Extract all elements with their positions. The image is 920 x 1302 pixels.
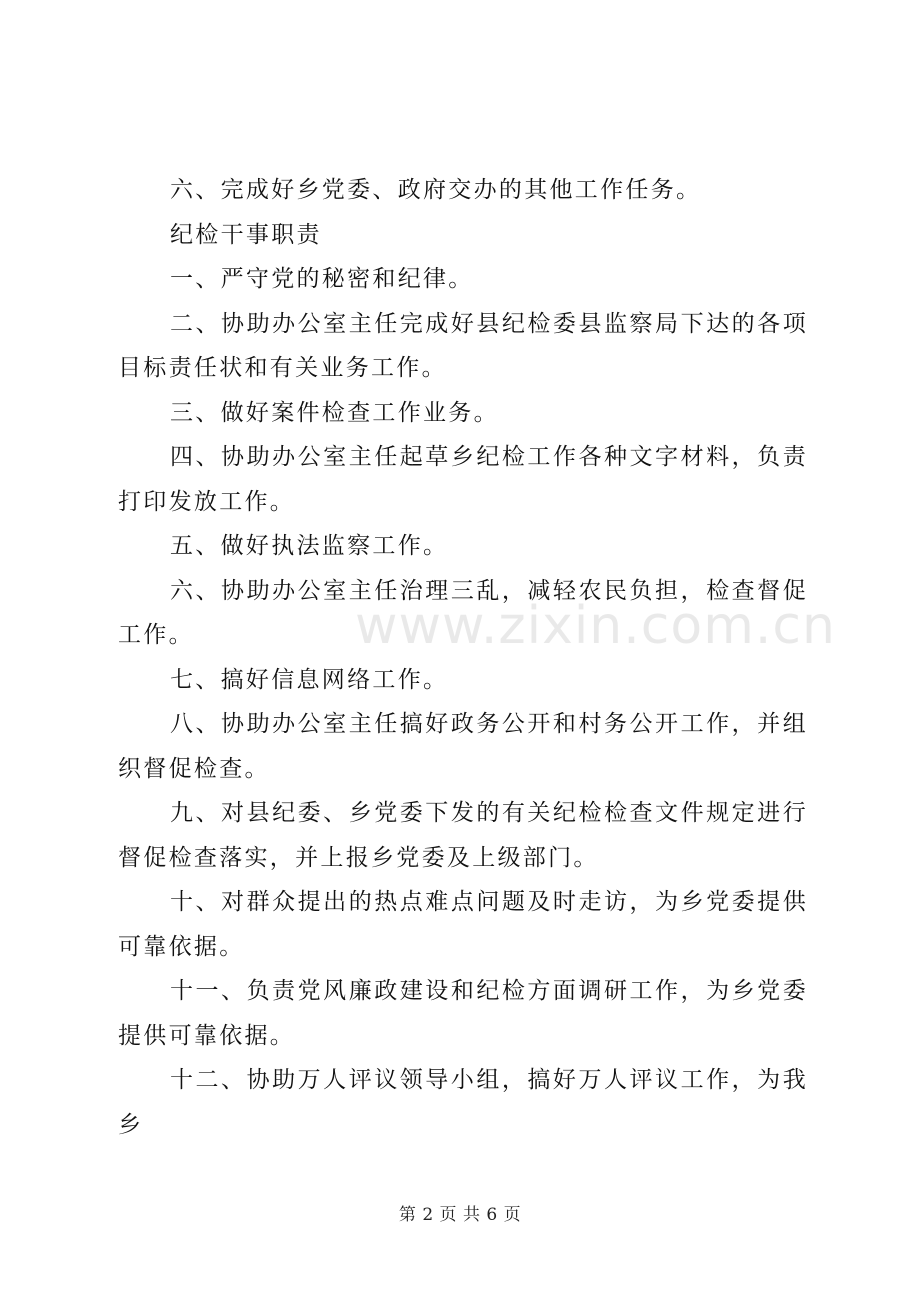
paragraph: 四、协助办公室主任起草乡纪检工作各种文字材料，负责打印发放工作。 [118,444,808,515]
section-heading: 纪检干事职责 [170,221,322,248]
paragraph: 十、对群众提出的热点难点问题及时走访，为乡党委提供可靠依据。 [118,889,808,960]
page-number-footer: 第 2 页 共 6 页 [398,1205,522,1225]
paragraph: 七、搞好信息网络工作。 [170,666,449,693]
watermark: www.zixin.com.cn [355,596,836,656]
paragraph: 一、严守党的秘密和纪律。 [170,266,474,292]
paragraph: 三、做好案件检查工作业务。 [170,399,499,426]
document-body [118,168,808,1147]
paragraph: 九、对县纪委、乡党委下发的有关纪检检查文件规定进行督促检查落实，并上报乡党委及上级部门。 [118,800,808,871]
paragraph: 十一、负责党风廉政建设和纪检方面调研工作，为乡党委提供可靠依据。 [118,978,808,1049]
paragraph: 六、完成好乡党委、政府交办的其他工作任务。 [170,177,702,203]
paragraph: 二、协助办公室主任完成好县纪检委县监察局下达的各项目标责任状和有关业务工作。 [118,310,808,381]
paragraph: 五、做好执法监察工作。 [170,533,449,559]
paragraph: 六、协助办公室主任治理三乱，减轻农民负担，检查督促工作。 [118,577,808,648]
paragraph: 八、协助办公室主任搞好政务公开和村务公开工作，并组织督促检查。 [118,711,808,782]
paragraph: 十二、协助万人评议领导小组，搞好万人评议工作，为我乡 [118,1067,808,1138]
